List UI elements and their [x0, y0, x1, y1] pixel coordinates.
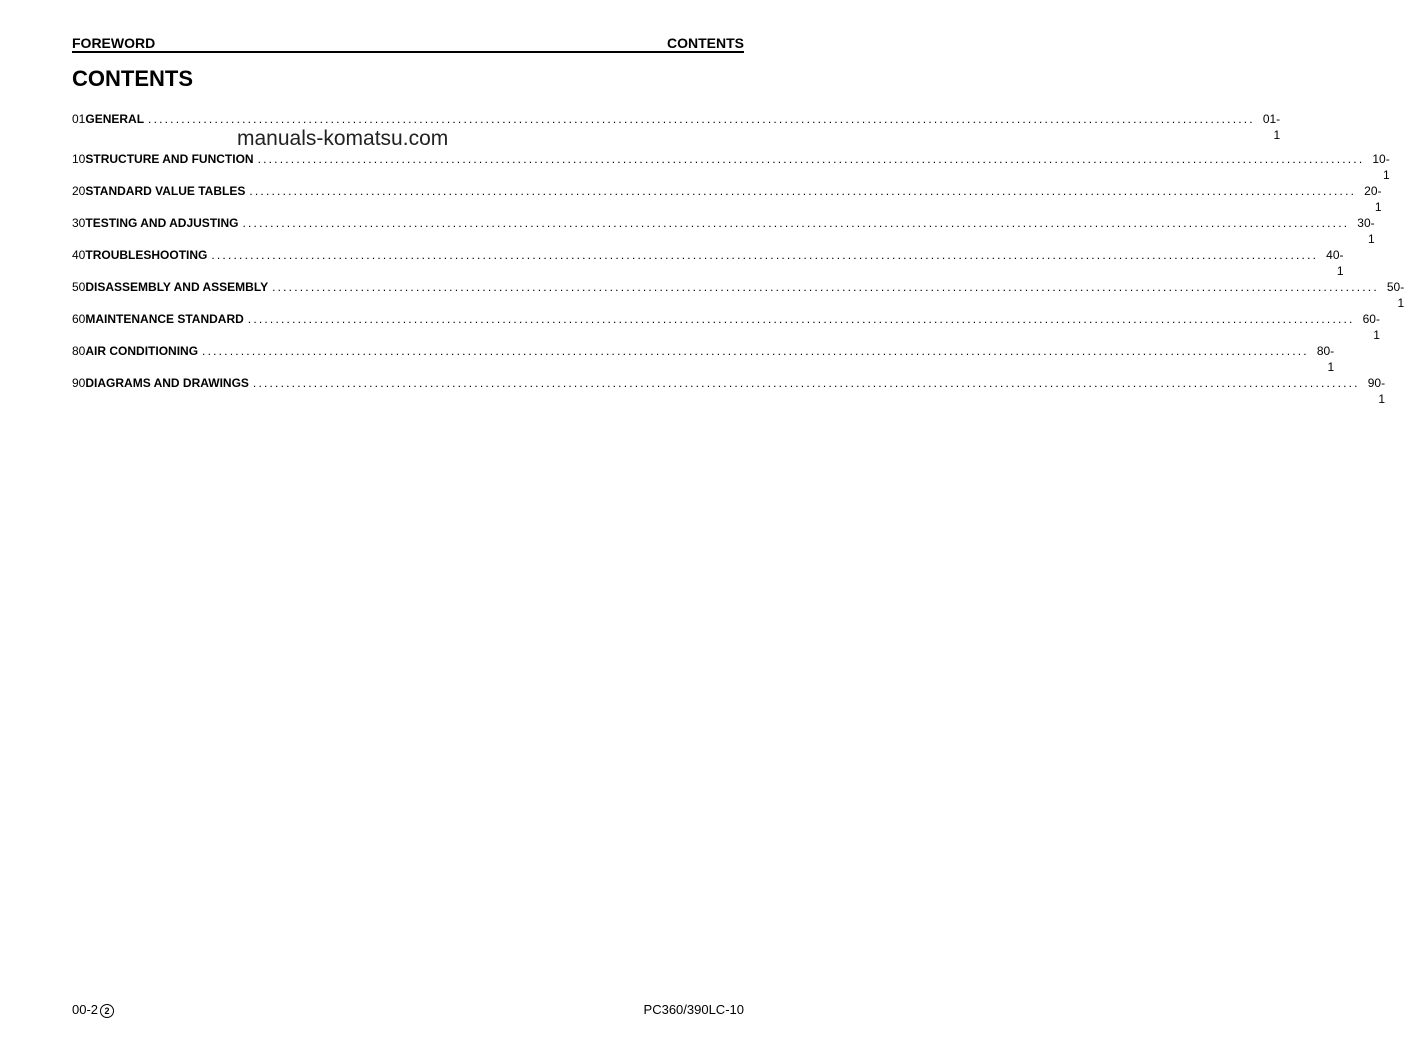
toc-list	[72, 111, 1404, 407]
toc-page: 60-1	[1362, 312, 1380, 342]
toc-page: 50-1	[1386, 280, 1404, 310]
toc-title[interactable]: GENERAL	[85, 112, 145, 126]
toc-number: 20	[72, 184, 86, 198]
toc-row[interactable]	[72, 279, 1404, 311]
toc-row[interactable]	[72, 215, 1375, 247]
toc-title[interactable]: TROUBLESHOOTING	[85, 248, 208, 262]
toc-number: 90	[72, 376, 86, 390]
toc-number: 50	[72, 280, 86, 294]
toc-page: 20-1	[1364, 184, 1382, 214]
dot-leader: ........................................................................................................................................................................................................	[148, 112, 1255, 126]
page-header	[72, 35, 744, 53]
watermark: manuals-komatsu.com	[237, 127, 449, 150]
toc-title[interactable]: STANDARD VALUE TABLES	[85, 184, 246, 198]
page-number: 00-2	[72, 1002, 99, 1017]
toc-row[interactable]	[72, 183, 1382, 215]
toc-row[interactable]	[72, 375, 1386, 407]
toc-number: 40	[72, 248, 86, 262]
toc-page: 90-1	[1367, 376, 1386, 406]
toc-page: 40-1	[1326, 248, 1344, 278]
toc-page: 30-1	[1357, 216, 1375, 246]
dot-leader: ........................................................................................................................................................................................................	[257, 152, 1365, 166]
toc-row[interactable]	[72, 247, 1344, 279]
dot-leader: ........................................................................................................................................................................................................	[202, 344, 1309, 358]
dot-leader: ........................................................................................................................................................................................................	[211, 248, 1319, 262]
page-title: CONTENTS	[72, 66, 193, 91]
toc-row[interactable]	[72, 311, 1380, 343]
dot-leader: ........................................................................................................................................................................................................	[272, 280, 1379, 294]
toc-row[interactable]	[72, 151, 1390, 183]
toc-title[interactable]: STRUCTURE AND FUNCTION	[85, 152, 254, 166]
header-section: FOREWORD	[72, 35, 156, 51]
toc-title[interactable]: MAINTENANCE STANDARD	[85, 312, 244, 326]
revision-badge: 2	[100, 1004, 114, 1018]
dot-leader: ........................................................................................................................................................................................................	[252, 376, 1360, 390]
footer-model: PC360/390LC-10	[643, 1002, 744, 1017]
toc-title[interactable]: TESTING AND ADJUSTING	[85, 216, 239, 230]
toc-number: 60	[72, 312, 86, 326]
toc-number: 30	[72, 216, 86, 230]
toc-title[interactable]: DISASSEMBLY AND ASSEMBLY	[85, 280, 269, 294]
toc-number: 10	[72, 152, 86, 166]
footer-page	[72, 1002, 114, 1018]
dot-leader: ........................................................................................................................................................................................................	[247, 312, 1355, 326]
toc-page: 80-1	[1316, 344, 1335, 374]
toc-row[interactable]	[72, 343, 1335, 375]
toc-page: 10-1	[1372, 152, 1390, 182]
toc-page: 01-1	[1262, 112, 1281, 142]
header-topic: CONTENTS	[667, 35, 744, 51]
toc-number: 01	[72, 112, 86, 126]
dot-leader: ........................................................................................................................................................................................................	[249, 184, 1357, 198]
dot-leader: ........................................................................................................................................................................................................	[242, 216, 1350, 230]
toc-title[interactable]: DIAGRAMS AND DRAWINGS	[85, 376, 249, 390]
toc-title[interactable]: AIR CONDITIONING	[85, 344, 199, 358]
toc-number: 80	[72, 344, 86, 358]
